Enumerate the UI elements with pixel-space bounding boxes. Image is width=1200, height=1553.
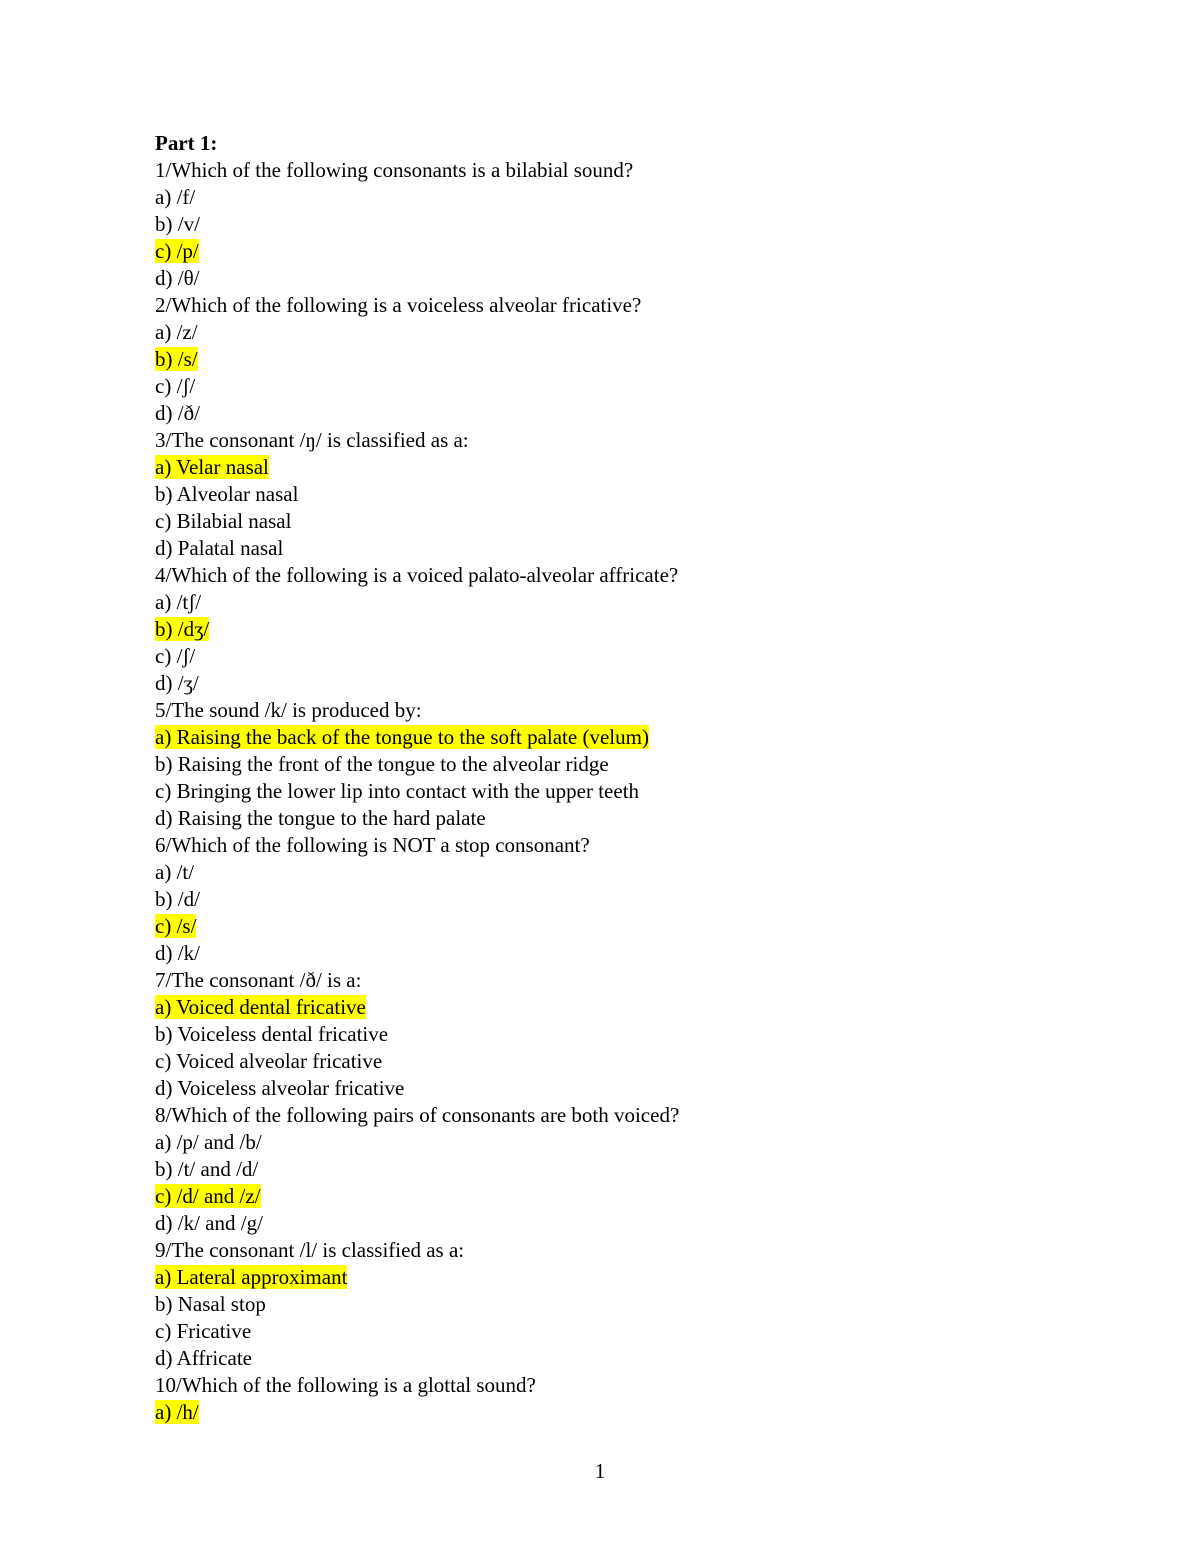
question-prompt-text: 6/Which of the following is NOT a stop consonant? [155, 833, 590, 857]
question-prompt [155, 427, 1115, 454]
question-prompt [155, 1372, 1115, 1399]
answer-option-text: b) Nasal stop [155, 1292, 266, 1316]
answer-option-text: c) /s/ [155, 914, 197, 938]
answer-option [155, 859, 1115, 886]
document-body [155, 130, 1115, 1426]
question-prompt-text: 7/The consonant /ð/ is a: [155, 968, 362, 992]
answer-option-highlighted [155, 1183, 1115, 1210]
answer-option [155, 643, 1115, 670]
answer-option-highlighted [155, 724, 1115, 751]
answer-option-text: a) Velar nasal [155, 455, 269, 479]
answer-option-text: d) Palatal nasal [155, 536, 284, 560]
part-title: Part 1: [155, 131, 218, 155]
question-block [155, 697, 1115, 832]
answer-option [155, 1210, 1115, 1237]
question-prompt [155, 562, 1115, 589]
answer-option-text: d) Raising the tongue to the hard palate [155, 806, 486, 830]
answer-option-highlighted [155, 1264, 1115, 1291]
question-block [155, 562, 1115, 697]
answer-option-text: d) /k/ [155, 941, 200, 965]
answer-option [155, 1129, 1115, 1156]
answer-option-text: c) Bilabial nasal [155, 509, 292, 533]
answer-option-text: a) /h/ [155, 1400, 199, 1424]
answer-option-text: b) /dʒ/ [155, 617, 210, 641]
answer-option-text: a) Raising the back of the tongue to the soft palate (velum) [155, 725, 649, 749]
answer-option-text: b) Raising the front of the tongue to the alveolar ridge [155, 752, 609, 776]
question-prompt-text: 2/Which of the following is a voiceless alveolar fricative? [155, 293, 642, 317]
question-prompt [155, 157, 1115, 184]
answer-option-text: d) /θ/ [155, 266, 200, 290]
answer-option [155, 1075, 1115, 1102]
answer-option [155, 508, 1115, 535]
answer-option [155, 184, 1115, 211]
answer-option-text: a) Voiced dental fricative [155, 995, 366, 1019]
answer-option [155, 211, 1115, 238]
answer-option [155, 589, 1115, 616]
question-block [155, 292, 1115, 427]
page-number: 1 [594, 1459, 606, 1483]
answer-option [155, 481, 1115, 508]
answer-option [155, 400, 1115, 427]
answer-option [155, 535, 1115, 562]
answer-option-text: c) /p/ [155, 239, 199, 263]
question-block [155, 427, 1115, 562]
answer-option [155, 751, 1115, 778]
answer-option [155, 319, 1115, 346]
answer-option-highlighted [155, 994, 1115, 1021]
answer-option [155, 805, 1115, 832]
answer-option-text: c) /d/ and /z/ [155, 1184, 261, 1208]
answer-option [155, 670, 1115, 697]
answer-option-text: a) /t/ [155, 860, 195, 884]
answer-option-text: b) /d/ [155, 887, 200, 911]
answer-option [155, 1345, 1115, 1372]
question-prompt [155, 1237, 1115, 1264]
question-block [155, 832, 1115, 967]
question-prompt [155, 832, 1115, 859]
answer-option-text: b) Alveolar nasal [155, 482, 299, 506]
answer-option-text: c) Fricative [155, 1319, 252, 1343]
answer-option-highlighted [155, 454, 1115, 481]
question-block [155, 1372, 1115, 1426]
answer-option-highlighted [155, 1399, 1115, 1426]
answer-option [155, 1291, 1115, 1318]
answer-option [155, 265, 1115, 292]
question-block [155, 1102, 1115, 1237]
question-prompt [155, 967, 1115, 994]
question-prompt-text: 8/Which of the following pairs of consonants are both voiced? [155, 1103, 680, 1127]
answer-option [155, 1318, 1115, 1345]
question-prompt-text: 10/Which of the following is a glottal sound? [155, 1373, 536, 1397]
answer-option [155, 886, 1115, 913]
answer-option-text: c) /ʃ/ [155, 644, 196, 668]
answer-option [155, 778, 1115, 805]
answer-option-text: d) /ʒ/ [155, 671, 199, 695]
answer-option-text: c) /ʃ/ [155, 374, 196, 398]
answer-option-text: d) /k/ and /g/ [155, 1211, 263, 1235]
question-block [155, 1237, 1115, 1372]
question-block [155, 157, 1115, 292]
answer-option-text: d) Voiceless alveolar fricative [155, 1076, 405, 1100]
answer-option-highlighted [155, 238, 1115, 265]
question-prompt-text: 9/The consonant /l/ is classified as a: [155, 1238, 465, 1262]
question-list [155, 157, 1115, 1426]
question-prompt [155, 697, 1115, 724]
answer-option-highlighted [155, 346, 1115, 373]
answer-option-text: b) /s/ [155, 347, 198, 371]
answer-option-text: c) Voiced alveolar fricative [155, 1049, 383, 1073]
question-prompt-text: 1/Which of the following consonants is a bilabial sound? [155, 158, 634, 182]
answer-option-text: a) /tʃ/ [155, 590, 202, 614]
answer-option [155, 1156, 1115, 1183]
question-block [155, 967, 1115, 1102]
question-prompt-text: 4/Which of the following is a voiced palato-alveolar affricate? [155, 563, 679, 587]
answer-option-highlighted [155, 913, 1115, 940]
answer-option-text: c) Bringing the lower lip into contact with the upper teeth [155, 779, 640, 803]
answer-option [155, 1048, 1115, 1075]
question-prompt [155, 292, 1115, 319]
answer-option-text: a) /p/ and /b/ [155, 1130, 262, 1154]
answer-option-text: a) Lateral approximant [155, 1265, 348, 1289]
answer-option [155, 940, 1115, 967]
answer-option-highlighted [155, 616, 1115, 643]
answer-option-text: a) /f/ [155, 185, 196, 209]
answer-option [155, 373, 1115, 400]
answer-option [155, 1021, 1115, 1048]
answer-option-text: b) /v/ [155, 212, 200, 236]
answer-option-text: d) Affricate [155, 1346, 252, 1370]
answer-option-text: d) /ð/ [155, 401, 200, 425]
question-prompt [155, 1102, 1115, 1129]
answer-option-text: b) Voiceless dental fricative [155, 1022, 389, 1046]
answer-option-text: b) /t/ and /d/ [155, 1157, 259, 1181]
question-prompt-text: 3/The consonant /ŋ/ is classified as a: [155, 428, 469, 452]
question-prompt-text: 5/The sound /k/ is produced by: [155, 698, 422, 722]
answer-option-text: a) /z/ [155, 320, 198, 344]
